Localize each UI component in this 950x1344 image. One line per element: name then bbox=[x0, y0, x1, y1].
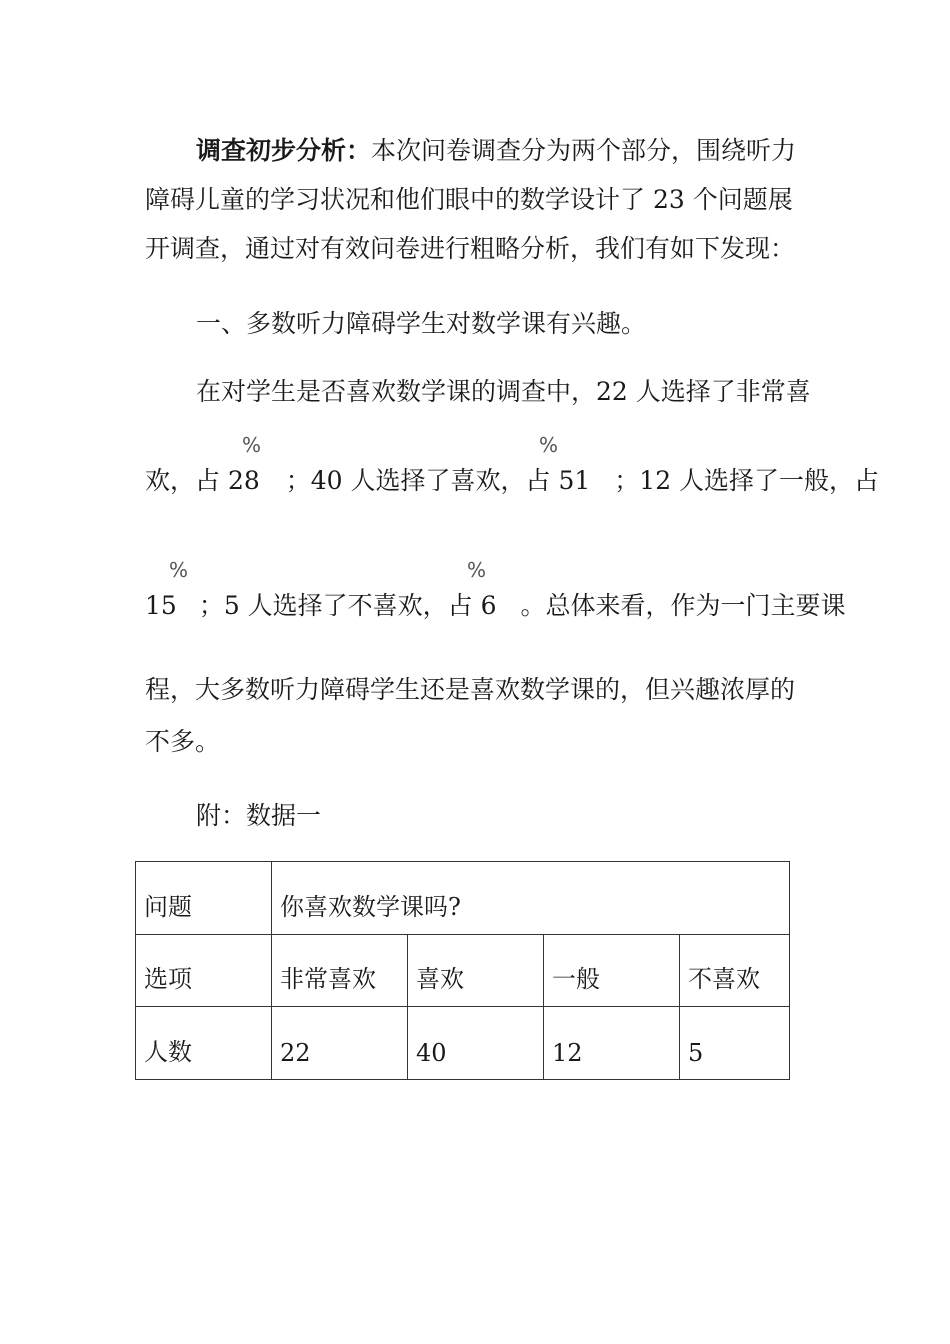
paragraph-intro-line-3: 开调查，通过对有效问卷进行粗略分析，我们有如下发现： bbox=[145, 234, 796, 263]
percent-sign-6: % bbox=[467, 558, 487, 582]
intro-text: 本次问卷调查分为两个部分，围绕听力 bbox=[371, 136, 797, 165]
option-cell: 非常喜欢 bbox=[272, 935, 408, 1007]
table-row-options bbox=[136, 935, 790, 1007]
count-cell: 12 bbox=[544, 1007, 680, 1080]
table-row-counts bbox=[136, 1007, 790, 1080]
percent-sign-15: % bbox=[169, 558, 189, 582]
survey-line-2-part-b: ；40 人选择了喜欢，占 51 bbox=[285, 466, 591, 495]
section-heading: 一、多数听力障碍学生对数学课有兴趣。 bbox=[196, 309, 647, 338]
paragraph-survey-line-1: 在对学生是否喜欢数学课的调查中，22 人选择了非常喜 bbox=[196, 377, 811, 406]
appendix-label: 附：数据一 bbox=[196, 801, 322, 830]
survey-line-3-part-b: ；5 人选择了不喜欢，占 6 bbox=[198, 591, 497, 620]
percent-sign-28: % bbox=[242, 433, 262, 457]
paragraph-survey-line-5: 不多。 bbox=[145, 727, 221, 756]
question-label-cell: 问题 bbox=[136, 862, 272, 935]
options-label-cell: 选项 bbox=[136, 935, 272, 1007]
paragraph-intro-line-1 bbox=[196, 136, 796, 166]
table-row-question bbox=[136, 862, 790, 935]
intro-label: 调查初步分析： bbox=[196, 136, 372, 165]
count-cell: 40 bbox=[408, 1007, 544, 1080]
option-cell: 不喜欢 bbox=[680, 935, 790, 1007]
survey-line-2-part-a: 欢，占 28 bbox=[145, 466, 260, 495]
count-label-cell: 人数 bbox=[136, 1007, 272, 1080]
survey-line-2-part-c: ；12 人选择了一般，占 bbox=[614, 466, 880, 495]
survey-data-table bbox=[135, 861, 790, 1080]
paragraph-survey-line-4: 程，大多数听力障碍学生还是喜欢数学课的，但兴趣浓厚的 bbox=[145, 675, 796, 704]
percent-sign-51: % bbox=[539, 433, 559, 457]
survey-line-3-part-c: 。总体来看，作为一门主要课 bbox=[520, 591, 846, 620]
count-cell: 5 bbox=[680, 1007, 790, 1080]
question-text-cell: 你喜欢数学课吗? bbox=[272, 862, 790, 935]
survey-line-3-part-a: 15 bbox=[145, 591, 177, 620]
option-cell: 一般 bbox=[544, 935, 680, 1007]
option-cell: 喜欢 bbox=[408, 935, 544, 1007]
paragraph-intro-line-2: 障碍儿童的学习状况和他们眼中的数学设计了 23 个问题展 bbox=[145, 185, 793, 214]
paragraph-survey-line-2 bbox=[145, 466, 879, 496]
paragraph-survey-line-3 bbox=[145, 591, 846, 621]
count-cell: 22 bbox=[272, 1007, 408, 1080]
